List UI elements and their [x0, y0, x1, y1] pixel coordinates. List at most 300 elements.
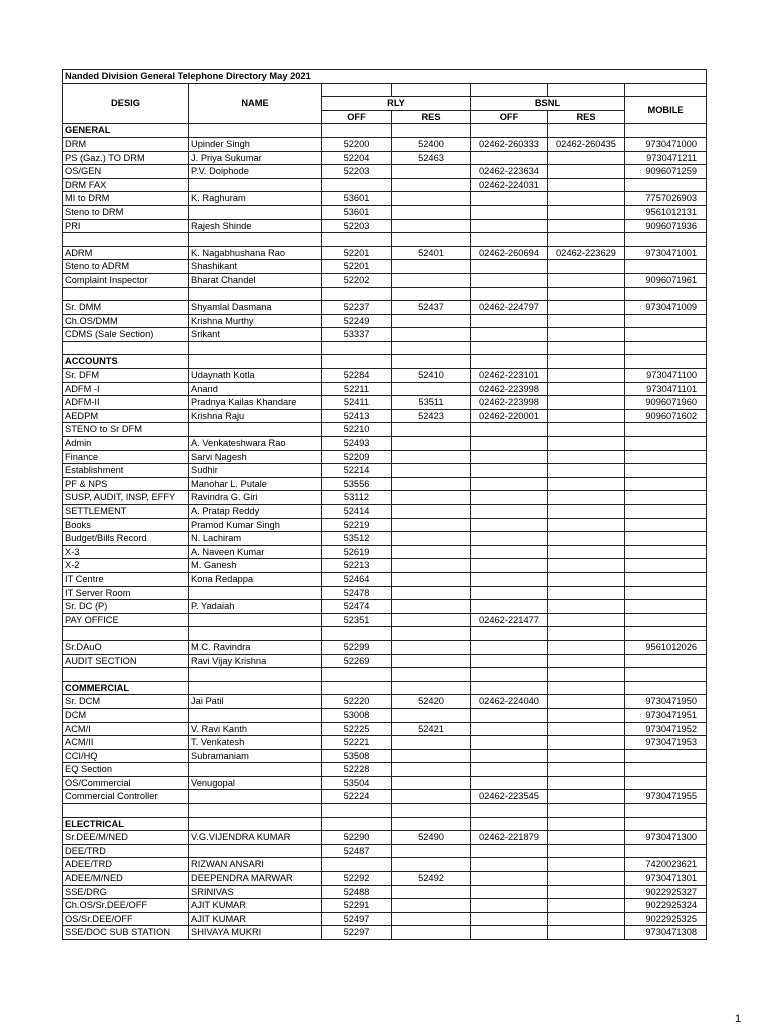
bsnl-res-cell [548, 178, 625, 192]
rly-off-cell: 52209 [322, 450, 392, 464]
rly-off-cell: 52221 [322, 736, 392, 750]
name-cell: Sarvi Nagesh [189, 450, 322, 464]
rly-res-cell: 52401 [392, 246, 471, 260]
name-cell: M. Ganesh [189, 559, 322, 573]
table-row [63, 736, 707, 750]
name-cell [189, 586, 322, 600]
bsnl-off-cell: 02462-223545 [471, 790, 548, 804]
bsnl-res-cell [548, 545, 625, 559]
mobile-cell: 9730471950 [625, 695, 707, 709]
table-row [63, 695, 707, 709]
table-row [63, 246, 707, 260]
desig-cell: OS/Sr.DEE/OFF [63, 912, 189, 926]
bsnl-res-cell [548, 205, 625, 219]
desig-cell: ACM/I [63, 722, 189, 736]
bsnl-off-cell [471, 736, 548, 750]
rly-off-cell: 52203 [322, 165, 392, 179]
rly-res-cell [392, 314, 471, 328]
mobile-cell: 9730471009 [625, 301, 707, 315]
mobile-cell: 9730471951 [625, 708, 707, 722]
name-cell: P. Yadaiah [189, 600, 322, 614]
desig-cell: PS (Gaz.) TO DRM [63, 151, 189, 165]
rly-off-cell [322, 178, 392, 192]
section-label: GENERAL [63, 124, 189, 138]
rly-res-cell [392, 273, 471, 287]
empty-cell [625, 668, 707, 682]
desig-cell: Sr. DCM [63, 695, 189, 709]
name-cell: Bharat Chandel [189, 273, 322, 287]
bsnl-off-cell [471, 763, 548, 777]
empty-cell [63, 627, 189, 641]
empty-cell [189, 668, 322, 682]
mobile-cell [625, 518, 707, 532]
bsnl-off-cell [471, 776, 548, 790]
empty-cell [392, 124, 471, 138]
desig-cell: DRM [63, 137, 189, 151]
mobile-cell [625, 477, 707, 491]
table-row [63, 708, 707, 722]
desig-cell: Ch.OS/DMM [63, 314, 189, 328]
desig-cell: ADRM [63, 246, 189, 260]
rly-res-cell [392, 260, 471, 274]
rly-res-cell [392, 178, 471, 192]
desig-cell: SUSP, AUDIT, INSP, EFFY [63, 491, 189, 505]
empty-cell [322, 804, 392, 818]
rly-off-cell: 52284 [322, 369, 392, 383]
name-cell: A. Naveen Kumar [189, 545, 322, 559]
desig-cell: DEE/TRD [63, 844, 189, 858]
empty-cell [189, 817, 322, 831]
mobile-cell [625, 505, 707, 519]
table-row [63, 586, 707, 600]
empty-cell [548, 681, 625, 695]
table-row [63, 396, 707, 410]
rly-res-cell: 52421 [392, 722, 471, 736]
rly-res-cell [392, 708, 471, 722]
bsnl-res-cell [548, 899, 625, 913]
rly-off-cell: 52249 [322, 314, 392, 328]
bsnl-res-cell [548, 640, 625, 654]
desig-cell: OS/Commercial [63, 776, 189, 790]
name-cell: Pradnya Kailas Khandare [189, 396, 322, 410]
desig-cell: SETTLEMENT [63, 505, 189, 519]
name-cell: RIZWAN ANSARI [189, 858, 322, 872]
empty-cell [392, 341, 471, 355]
name-cell: Srikant [189, 328, 322, 342]
bsnl-off-cell [471, 314, 548, 328]
rly-off-cell: 53601 [322, 192, 392, 206]
bsnl-off-cell [471, 844, 548, 858]
bsnl-res-cell [548, 219, 625, 233]
rly-res-cell: 52420 [392, 695, 471, 709]
table-row [63, 437, 707, 451]
blank-row [63, 287, 707, 301]
bsnl-off-cell [471, 640, 548, 654]
rly-off-cell: 53112 [322, 491, 392, 505]
table-row [63, 219, 707, 233]
mobile-cell: 9022925325 [625, 912, 707, 926]
name-cell: Shyamlal Dasmana [189, 301, 322, 315]
mobile-cell [625, 654, 707, 668]
name-cell: DEEPENDRA MARWAR [189, 872, 322, 886]
bsnl-off-cell [471, 885, 548, 899]
empty-cell [471, 627, 548, 641]
empty-cell [189, 287, 322, 301]
rly-off-cell: 52413 [322, 409, 392, 423]
blank-row [63, 233, 707, 247]
mobile-cell: 9022925324 [625, 899, 707, 913]
bsnl-res-cell [548, 749, 625, 763]
bsnl-off-cell [471, 654, 548, 668]
blank-row [63, 804, 707, 818]
bsnl-res-cell [548, 369, 625, 383]
desig-cell: Sr.DEE/M/NED [63, 831, 189, 845]
mobile-cell: 9096071602 [625, 409, 707, 423]
mobile-cell: 9730471953 [625, 736, 707, 750]
table-row [63, 600, 707, 614]
bsnl-off-cell [471, 192, 548, 206]
empty-cell [625, 233, 707, 247]
page-number: 1 [735, 1013, 742, 1025]
bsnl-off-cell: 02462-223101 [471, 369, 548, 383]
bsnl-off-cell [471, 722, 548, 736]
rly-off-cell: 52299 [322, 640, 392, 654]
mobile-cell: 9730471101 [625, 382, 707, 396]
rly-off-cell: 52478 [322, 586, 392, 600]
bsnl-off-cell [471, 586, 548, 600]
name-cell: Pramod Kumar Singh [189, 518, 322, 532]
empty-cell [322, 627, 392, 641]
mobile-cell: 7420023621 [625, 858, 707, 872]
mobile-cell [625, 559, 707, 573]
mobile-cell: 9730471300 [625, 831, 707, 845]
mobile-cell: 9561012026 [625, 640, 707, 654]
bsnl-off-cell [471, 708, 548, 722]
rly-res-cell [392, 532, 471, 546]
bsnl-off-cell [471, 151, 548, 165]
rly-off-cell: 52290 [322, 831, 392, 845]
rly-off-cell: 52219 [322, 518, 392, 532]
section-header-row [63, 355, 707, 369]
desig-cell: Steno to DRM [63, 205, 189, 219]
name-cell [189, 613, 322, 627]
bsnl-off-cell [471, 872, 548, 886]
empty-cell [63, 233, 189, 247]
rly-off-cell: 53556 [322, 477, 392, 491]
rly-res-cell [392, 763, 471, 777]
rly-res-cell: 52423 [392, 409, 471, 423]
header-spacer-cell [392, 83, 471, 97]
empty-cell [392, 804, 471, 818]
mobile-cell: 9096071960 [625, 396, 707, 410]
telephone-directory-table [62, 69, 707, 940]
rly-res-cell [392, 600, 471, 614]
empty-cell [471, 817, 548, 831]
bsnl-res-cell [548, 532, 625, 546]
rly-res-cell [392, 505, 471, 519]
table-row [63, 559, 707, 573]
table-row [63, 844, 707, 858]
rly-off-cell: 52200 [322, 137, 392, 151]
rly-res-cell: 52437 [392, 301, 471, 315]
table-row [63, 926, 707, 940]
bsnl-off-cell [471, 491, 548, 505]
rly-res-cell [392, 926, 471, 940]
table-row [63, 872, 707, 886]
bsnl-res-cell [548, 776, 625, 790]
header-spacer-cell [471, 83, 548, 97]
mobile-cell [625, 314, 707, 328]
empty-cell [392, 817, 471, 831]
bsnl-res-cell [548, 165, 625, 179]
bsnl-off-cell [471, 858, 548, 872]
empty-cell [322, 287, 392, 301]
empty-cell [625, 287, 707, 301]
mobile-cell: 9096071961 [625, 273, 707, 287]
bsnl-res-cell [548, 260, 625, 274]
rly-off-cell: 52204 [322, 151, 392, 165]
empty-cell [625, 804, 707, 818]
desig-cell: Budget/Bills Record [63, 532, 189, 546]
empty-cell [189, 627, 322, 641]
bsnl-res-cell [548, 763, 625, 777]
name-cell: Jai Patil [189, 695, 322, 709]
mobile-cell: 9730471952 [625, 722, 707, 736]
desig-cell: ADEE/TRD [63, 858, 189, 872]
table-row [63, 518, 707, 532]
name-cell: Ravi Vijay Krishna [189, 654, 322, 668]
bsnl-res-cell [548, 301, 625, 315]
rly-res-cell [392, 844, 471, 858]
bsnl-off-cell: 02462-220001 [471, 409, 548, 423]
rly-off-cell: 52414 [322, 505, 392, 519]
mobile-cell: 9730471001 [625, 246, 707, 260]
name-cell [189, 423, 322, 437]
empty-cell [189, 355, 322, 369]
rly-off-cell: 52211 [322, 382, 392, 396]
section-label: COMMERCIAL [63, 681, 189, 695]
name-cell: Udaynath Kotla [189, 369, 322, 383]
rly-off-cell: 52619 [322, 545, 392, 559]
table-row [63, 477, 707, 491]
rly-res-cell [392, 518, 471, 532]
mobile-cell: 9730471955 [625, 790, 707, 804]
bsnl-off-cell [471, 518, 548, 532]
empty-cell [625, 817, 707, 831]
rly-off-cell: 52297 [322, 926, 392, 940]
table-row [63, 273, 707, 287]
rly-res-cell [392, 382, 471, 396]
table-row [63, 165, 707, 179]
mobile-cell: 9096071259 [625, 165, 707, 179]
mobile-cell [625, 423, 707, 437]
bsnl-res-cell [548, 586, 625, 600]
empty-cell [392, 355, 471, 369]
desig-cell: Commercial Controller [63, 790, 189, 804]
rly-res-cell [392, 464, 471, 478]
name-cell: K. Raghuram [189, 192, 322, 206]
rly-res-cell [392, 749, 471, 763]
empty-cell [471, 668, 548, 682]
name-cell [189, 763, 322, 777]
bsnl-res-cell [548, 831, 625, 845]
section-header-row [63, 124, 707, 138]
empty-cell [625, 124, 707, 138]
name-cell: AJIT KUMAR [189, 912, 322, 926]
name-cell: Upinder Singh [189, 137, 322, 151]
desig-cell: MI to DRM [63, 192, 189, 206]
desig-cell: Complaint Inspector [63, 273, 189, 287]
name-cell: A. Pratap Reddy [189, 505, 322, 519]
name-cell [189, 178, 322, 192]
rly-res-cell [392, 586, 471, 600]
table-row [63, 151, 707, 165]
table-row [63, 572, 707, 586]
desig-cell: DRM FAX [63, 178, 189, 192]
mobile-cell: 9096071936 [625, 219, 707, 233]
rly-off-cell: 52214 [322, 464, 392, 478]
mobile-cell [625, 532, 707, 546]
rly-off-cell: 52269 [322, 654, 392, 668]
rly-res-cell: 52492 [392, 872, 471, 886]
empty-cell [392, 681, 471, 695]
rly-res-cell: 52490 [392, 831, 471, 845]
empty-cell [548, 817, 625, 831]
rly-res-cell: 53511 [392, 396, 471, 410]
desig-cell: OS/GEN [63, 165, 189, 179]
mobile-cell [625, 450, 707, 464]
bsnl-off-cell: 02462-223634 [471, 165, 548, 179]
table-row [63, 749, 707, 763]
desig-cell: Sr. DFM [63, 369, 189, 383]
bsnl-res-cell [548, 885, 625, 899]
table-row [63, 763, 707, 777]
bsnl-res-cell [548, 273, 625, 287]
header-row-1 [63, 83, 707, 97]
mobile-cell: 9730471211 [625, 151, 707, 165]
empty-cell [392, 627, 471, 641]
mobile-cell [625, 763, 707, 777]
rly-res-cell: 52463 [392, 151, 471, 165]
rly-off-cell: 52237 [322, 301, 392, 315]
mobile-cell [625, 328, 707, 342]
mobile-cell [625, 749, 707, 763]
bsnl-res-cell [548, 437, 625, 451]
bsnl-off-cell [471, 450, 548, 464]
table-row [63, 314, 707, 328]
mobile-cell [625, 586, 707, 600]
desig-cell: X-3 [63, 545, 189, 559]
mobile-cell: 9022925327 [625, 885, 707, 899]
bsnl-off-cell: 02462-224797 [471, 301, 548, 315]
bsnl-off-cell [471, 545, 548, 559]
name-cell: Krishna Murthy [189, 314, 322, 328]
bsnl-off-cell [471, 273, 548, 287]
desig-cell: AUDIT SECTION [63, 654, 189, 668]
empty-cell [322, 668, 392, 682]
header-bsnl-off: OFF [471, 110, 548, 124]
bsnl-off-cell [471, 328, 548, 342]
table-row [63, 505, 707, 519]
name-cell: V. Ravi Kanth [189, 722, 322, 736]
rly-res-cell: 52400 [392, 137, 471, 151]
desig-cell: X-2 [63, 559, 189, 573]
empty-cell [471, 287, 548, 301]
bsnl-off-cell: 02462-224031 [471, 178, 548, 192]
empty-cell [322, 355, 392, 369]
mobile-cell [625, 491, 707, 505]
rly-off-cell: 52464 [322, 572, 392, 586]
bsnl-off-cell [471, 926, 548, 940]
rly-off-cell: 53601 [322, 205, 392, 219]
bsnl-res-cell: 02462-223629 [548, 246, 625, 260]
rly-res-cell [392, 736, 471, 750]
title-row [63, 70, 707, 84]
empty-cell [548, 233, 625, 247]
rly-off-cell: 52497 [322, 912, 392, 926]
mobile-cell [625, 437, 707, 451]
empty-cell [189, 804, 322, 818]
rly-res-cell [392, 219, 471, 233]
bsnl-res-cell [548, 708, 625, 722]
mobile-cell [625, 260, 707, 274]
desig-cell: Finance [63, 450, 189, 464]
header-rly: RLY [322, 97, 471, 111]
table-row [63, 885, 707, 899]
rly-off-cell: 53508 [322, 749, 392, 763]
rly-off-cell: 52228 [322, 763, 392, 777]
rly-res-cell [392, 572, 471, 586]
mobile-cell: 9561012131 [625, 205, 707, 219]
header-spacer-cell [625, 83, 707, 97]
bsnl-off-cell [471, 260, 548, 274]
rly-res-cell [392, 885, 471, 899]
rly-off-cell: 52210 [322, 423, 392, 437]
table-row [63, 912, 707, 926]
bsnl-res-cell [548, 423, 625, 437]
table-row [63, 409, 707, 423]
bsnl-off-cell: 02462-224040 [471, 695, 548, 709]
name-cell: Rajesh Shinde [189, 219, 322, 233]
bsnl-off-cell [471, 219, 548, 233]
empty-cell [322, 233, 392, 247]
name-cell: J. Priya Sukumar [189, 151, 322, 165]
table-row [63, 369, 707, 383]
name-cell: Anand [189, 382, 322, 396]
bsnl-off-cell: 02462-260333 [471, 137, 548, 151]
name-cell: Manohar L. Putale [189, 477, 322, 491]
bsnl-res-cell [548, 328, 625, 342]
name-cell [189, 790, 322, 804]
name-cell: Ravindra G. Giri [189, 491, 322, 505]
bsnl-res-cell [548, 872, 625, 886]
desig-cell: ADFM-II [63, 396, 189, 410]
header-desig: DESIG [63, 83, 189, 124]
bsnl-res-cell [548, 926, 625, 940]
rly-off-cell: 52203 [322, 219, 392, 233]
empty-cell [625, 355, 707, 369]
empty-cell [189, 341, 322, 355]
desig-cell: ADEE/M/NED [63, 872, 189, 886]
bsnl-res-cell [548, 844, 625, 858]
bsnl-res-cell [548, 477, 625, 491]
rly-off-cell: 52220 [322, 695, 392, 709]
name-cell: P.V. Doiphode [189, 165, 322, 179]
desig-cell: PAY OFFICE [63, 613, 189, 627]
empty-cell [548, 287, 625, 301]
section-label: ACCOUNTS [63, 355, 189, 369]
name-cell: Krishna Raju [189, 409, 322, 423]
